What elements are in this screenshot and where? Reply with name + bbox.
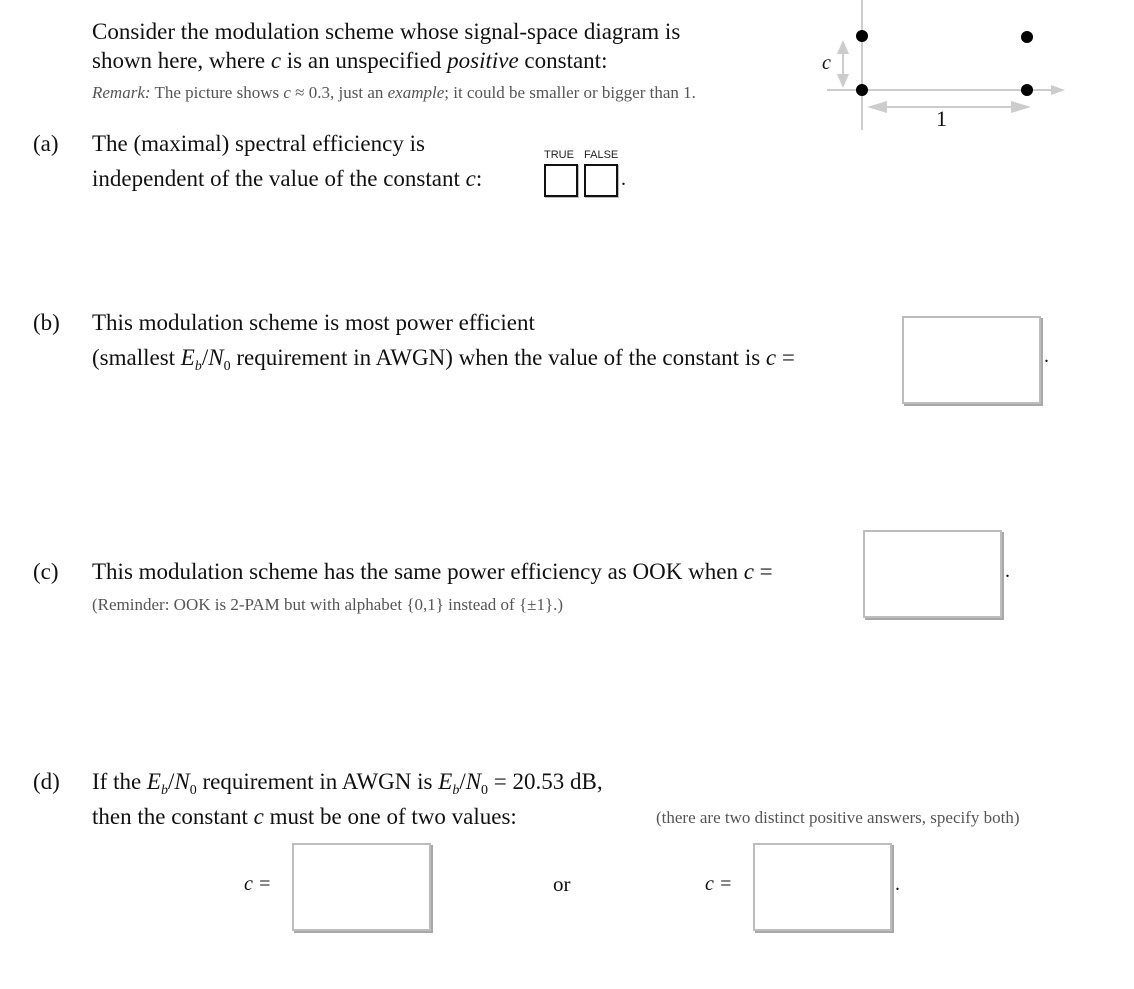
false-checkbox[interactable] [584, 164, 618, 197]
part-a-text: : [475, 166, 483, 191]
part-d-line-2 [92, 802, 517, 832]
part-b-line-1: This modulation scheme is most power efficient [92, 310, 535, 335]
remark-text: The picture shows [150, 83, 284, 102]
part-c-text: This modulation scheme has the same power efficiency as OOK when [92, 559, 744, 584]
intro-text: shown here, where [92, 48, 271, 73]
variable-c: c [465, 166, 476, 191]
intro-line-1 [92, 17, 680, 47]
remark-text: ≈ 0.3, just an [290, 83, 388, 102]
diagram-label-1: 1 [936, 106, 947, 131]
part-c-label: (c) [33, 559, 59, 584]
part-d-text: then the constant [92, 804, 254, 829]
period: . [1044, 345, 1049, 367]
emphasis-example: example [387, 83, 445, 102]
part-d-text: If the [92, 769, 147, 794]
variable-c: c [765, 345, 777, 370]
part-b-answer-box[interactable] [902, 316, 1041, 404]
c-equals-label-1 [244, 873, 271, 896]
part-b-answer-input[interactable] [904, 318, 1043, 404]
subscript-b: b [194, 359, 202, 374]
part-c-reminder: (Reminder: OOK is 2-PAM but with alphabet {0,1} instead of {±1}.) [92, 595, 564, 614]
equals: = [776, 345, 795, 370]
true-label: TRUE [544, 149, 574, 161]
period: . [1005, 560, 1010, 582]
part-a-label: (a) [33, 131, 59, 156]
part-a-text: independent of the value of the constant [92, 166, 466, 191]
remark-text: ; it could be smaller or bigger than 1. [444, 83, 696, 102]
part-a-line-2 [92, 164, 482, 194]
remark-label: Remark: [92, 83, 151, 102]
subscript-b: b [452, 783, 460, 798]
variable-c: c [283, 83, 291, 102]
diagram-label-c: c [822, 52, 831, 74]
part-b-line-2 [92, 343, 795, 377]
part-b-label: (b) [33, 310, 60, 335]
period: . [895, 873, 900, 895]
n0-symbol: N [208, 345, 224, 370]
slash: / [201, 345, 209, 370]
part-d-hint: (there are two distinct positive answers, specify both) [656, 808, 1020, 827]
part-d-answer-input-2[interactable] [755, 845, 894, 931]
intro-text: is an unspecified [281, 48, 448, 73]
variable-c: c [253, 804, 264, 829]
part-d-label: (d) [33, 769, 60, 794]
eb-symbol: E [180, 345, 195, 370]
slash: / [167, 769, 175, 794]
part-d-line-1 [92, 767, 603, 801]
part-c-line-1 [92, 557, 773, 587]
eb-symbol: E [146, 769, 161, 794]
intro-text: Consider the modulation scheme whose signal-space diagram is [92, 19, 681, 44]
c-equals: c = [705, 873, 733, 895]
n0-symbol: N [465, 769, 482, 794]
subscript-0: 0 [223, 359, 231, 374]
subscript-0: 0 [481, 783, 489, 798]
part-a-line-1: The (maximal) spectral efficiency is [92, 131, 425, 156]
subscript-0: 0 [189, 783, 197, 798]
part-d-text: must be one of two values: [263, 804, 517, 829]
period: . [621, 168, 626, 190]
part-b-text: (smallest [92, 345, 181, 370]
equals: = [753, 559, 773, 584]
part-d-answer-box-2[interactable] [753, 843, 892, 931]
or-label: or [553, 872, 571, 896]
subscript-b: b [160, 783, 168, 798]
part-c-answer-input[interactable] [865, 532, 1004, 618]
part-d-text: requirement in AWGN is [196, 769, 439, 794]
variable-c: c [743, 559, 754, 584]
variable-c: c [270, 48, 282, 73]
part-d-answer-box-1[interactable] [292, 843, 431, 931]
remark [92, 83, 696, 103]
part-d-text: = 20.53 dB, [488, 769, 603, 794]
c-equals: c = [244, 873, 272, 895]
slash: / [459, 769, 466, 794]
c-equals-label-2 [705, 873, 732, 896]
signal-space-diagram [815, 0, 1075, 135]
n0-symbol: N [174, 769, 190, 794]
intro-text: constant: [518, 48, 608, 73]
part-c-answer-box[interactable] [863, 530, 1002, 618]
part-b-text: requirement in AWGN) when the value of the constant is [230, 345, 766, 370]
emphasis-positive: positive [447, 48, 519, 73]
eb-symbol: E [438, 769, 453, 794]
intro-line-2 [92, 46, 607, 76]
part-d-answer-input-1[interactable] [294, 845, 433, 931]
true-checkbox[interactable] [544, 164, 578, 197]
false-label: FALSE [584, 149, 619, 161]
